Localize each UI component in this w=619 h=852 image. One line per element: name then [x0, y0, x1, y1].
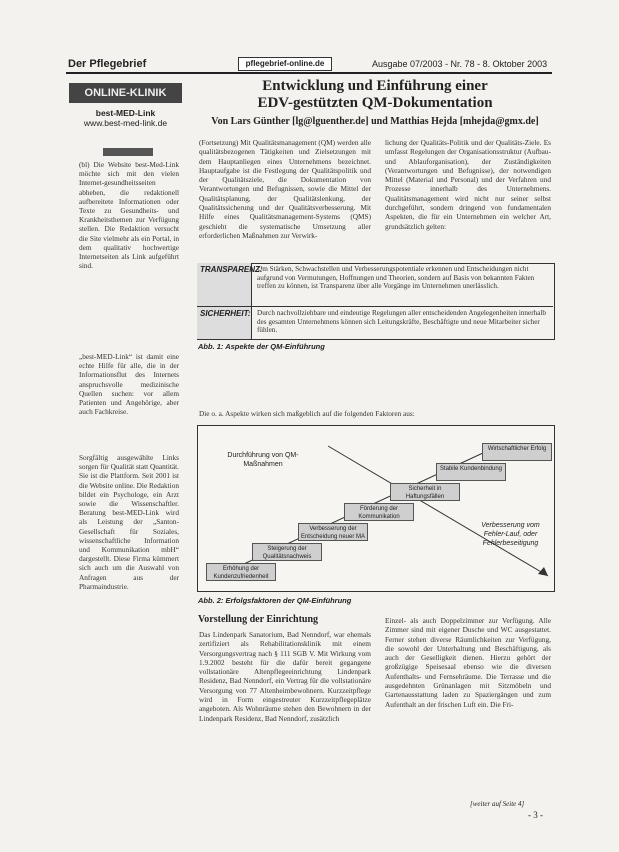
sidebar-heading: ONLINE-KLINIK — [69, 83, 182, 103]
figure-caption-2: Abb. 2: Erfolgsfaktoren der QM-Einführung — [198, 596, 352, 605]
figure-caption-1: Abb. 1: Aspekte der QM-Einführung — [198, 342, 325, 351]
sidebar-url: www.best-med-link.de — [83, 118, 168, 128]
table-row-text: Durch nachvollziehbare und eindeutige Regelungen aller entscheidenden Angelegenheiten innerhalb des gesamten Unternehmens können sich Leitungskräfte, Beschäftigte und neue Mitarbeiter sicher fühlen. — [257, 309, 546, 335]
title-line-2: EDV-gestützten QM-Dokumentation — [257, 95, 493, 111]
table-row-label: TRANSPARENZ: — [197, 263, 252, 306]
figure-lead-text: Die o. a. Aspekte wirken sich maßgeblich auf die folgenden Faktoren aus: — [199, 409, 415, 418]
diagram-step: Steigerung der Qualitätsnachweis — [252, 543, 322, 561]
table-row — [197, 306, 553, 339]
diagram-step: Wirtschaftlicher Erfolg — [482, 443, 552, 461]
diagram-right-label: Verbesserung vom Fehler-Lauf, oder Fehlerbeseitigung — [481, 522, 540, 547]
diagram-step: Verbesserung der Entscheidung neuer MA — [298, 523, 368, 541]
sidebar-paragraph-2: „best-MED-Link“ ist damit eine echte Hilfe für alle, die in der Informationsflut des Internets anspruchsvolle medizinische Quellen suchen: vor allem Patienten und Angehörige, aber auch Fachkreise. — [79, 352, 179, 417]
article-column-4: Einzel- als auch Doppelzimmer zur Verfügung. Alle Zimmer sind mit eigener Dusche und WC ausgestattet. Ferner stehen diverse Räumlichkeiten zur Verfügung, die sowohl der Unterhaltung und Beschäftigung, als auch der Geselligkeit dienen. Hierzu gehört der großzügige Speisesaal ebenso wie die diversen Aufenthalts- und Fernsehräume. Die Terrasse und die ausgedehnten Grünanlagen mit Sitzmöbeln und Gartenausstattung laden zu Spaziergängen und zum Aufenthalt an der frischen Luft ein. Die Fri- — [385, 616, 551, 709]
article-title — [200, 78, 550, 112]
sidebar-paragraph-1: (bl) Die Website best-Med-Link möchte sich mit den vielen Internet-gesundheitsseiten abheben, die redaktionell aufbereitete Informationen oder Texte zu Gesundheits- und Krankheitsthemen zur Verfügung stellen. Die Redaktion versucht die Site vielmehr als ein Portal, in dem qualitativ hochwertige Internetseiten als Link aufgeführt sind. — [79, 160, 179, 271]
diagram-step: Erhöhung der Kundenzufriedenheit — [206, 563, 276, 581]
page-number: - 3 - — [528, 810, 543, 820]
site-logo: pflegebrief-online.de — [238, 57, 332, 71]
table-row-text: Um Stärken, Schwachstellen und Verbesserungspotentiale erkennen und Entscheidungen nicht aufgrund von Vermutungen, Hoffnungen und Theorien, sondern auf Basis von bekannten Fakten treffen zu können, ist Transparenz über alle Vorgänge im Unternehmen unerlässlich. — [257, 265, 535, 291]
diagram-left-label: Durchführung von QM-Maßnahmen — [227, 452, 299, 468]
diagram-step: Stabile Kundenbindung — [436, 463, 506, 481]
success-factors-diagram — [197, 425, 555, 592]
article-column-3: Das Lindenpark Sanatorium, Bad Nenndorf, war ehemals zertifiziert als Rehabilitationsklinik mit einem Versorgungsvertrag nach § 111 SGB V. Mit Wirkung vom 1.9.2002 besteht für die dafür bereit gegangene vollstationäre Altenpflegeeinrichtung Lindenpark Residenz, Bad Nenndorf, ein Vertrag für die vollstationäre Versorgung von 77 Altenheimbewohnern. Kurzzeitpflege wird in Form eingestreuter Kurzzeitpflegeplätze angeboten. Als Wohnräume stehen den Bewohnern in der Lindenpark Residenz, Bad Nenndorf, zusätzlich — [199, 630, 371, 723]
table-row — [197, 263, 553, 306]
article-column-2: lichung der Qualitäts-Politik und der Qualitäts-Ziele. Es umfasst Regelungen der Organisationsstruktur (Aufbau- und Ablauforganisation), der Zuständigkeiten (Verantwortungen und Befugnisse), der notwendigen Mittel (Material und Personal) und der Verfahren und Prozesse innerhalb des Unternehmens. Qualitätsmanagement wird nicht nur seiner selbst durchgeführt, sondern dringend von fundamentalen Aspekten, die für ein Unternehmen ein welcher Art, grundsätzlich gelten: — [385, 138, 551, 231]
newsletter-title: Der Pflegebrief — [68, 58, 147, 70]
sidebar-site-image — [103, 148, 153, 156]
sidebar-subtitle — [69, 108, 182, 128]
article-column-1: (Fortsetzung) Mit Qualitätsmanagement (QM) werden alle qualitätsbezogenen Tätigkeiten und Zielsetzungen mit dem Hauptanliegen eines Unternehmens bezeichnet. Hauptaufgabe ist die Festlegung der Qualitätspolitik und der Qualitätsziele, die Dokumentation von Verantwortungen und Befugnissen, sowie die Mittel der Qualitätsplanung, der Qualitätslenkung, der Qualitätssicherung und der Qualitätsverbesserung. Mit Hilfe eines Qualitätsmanagement-Systems (QMS) geschieht die systematische Umsetzung aller erforderlichen Maßnahmen zur Verwirk- — [199, 138, 371, 240]
continued-note: [weiter auf Seite 4] — [470, 800, 525, 808]
table-row-label: SICHERHEIT: — [197, 307, 252, 339]
section-heading: Vorstellung der Einrichtung — [198, 614, 319, 625]
diagram-step: Förderung der Kommunikation — [344, 503, 414, 521]
diagram-step: Sicherheit in Haftungsfällen — [390, 483, 460, 501]
sidebar-paragraph-3: Sorgfältig ausgewählte Links sorgen für Qualität statt Quantität. Sie ist die Plattform. Seit 2001 ist die Website online. Die Redaktion bildet ein Psychologe, ein Arzt sowie die Wissenschaftler. Beratung best-MED-Link wird als Leistung der „Santon-Gesellschaft für Soziales, wissenschaftliche Information und Kommunikation mbH“ dargestellt. Diese Firma kümmert sich auch um die Auswahl von Anfragen aus der Pharmaindustrie. — [79, 453, 179, 591]
header-rule — [66, 72, 552, 74]
issue-info: Ausgabe 07/2003 - Nr. 78 - 8. Oktober 2003 — [372, 59, 548, 69]
sidebar-site-name: best-MED-Link — [95, 108, 156, 118]
article-authors: Von Lars Günther [lg@lguenther.de] und Matthias Hejda [mhejda@gmx.de] — [211, 116, 539, 127]
title-line-1: Entwicklung und Einführung einer — [262, 78, 488, 94]
diagram-steps — [198, 426, 554, 591]
